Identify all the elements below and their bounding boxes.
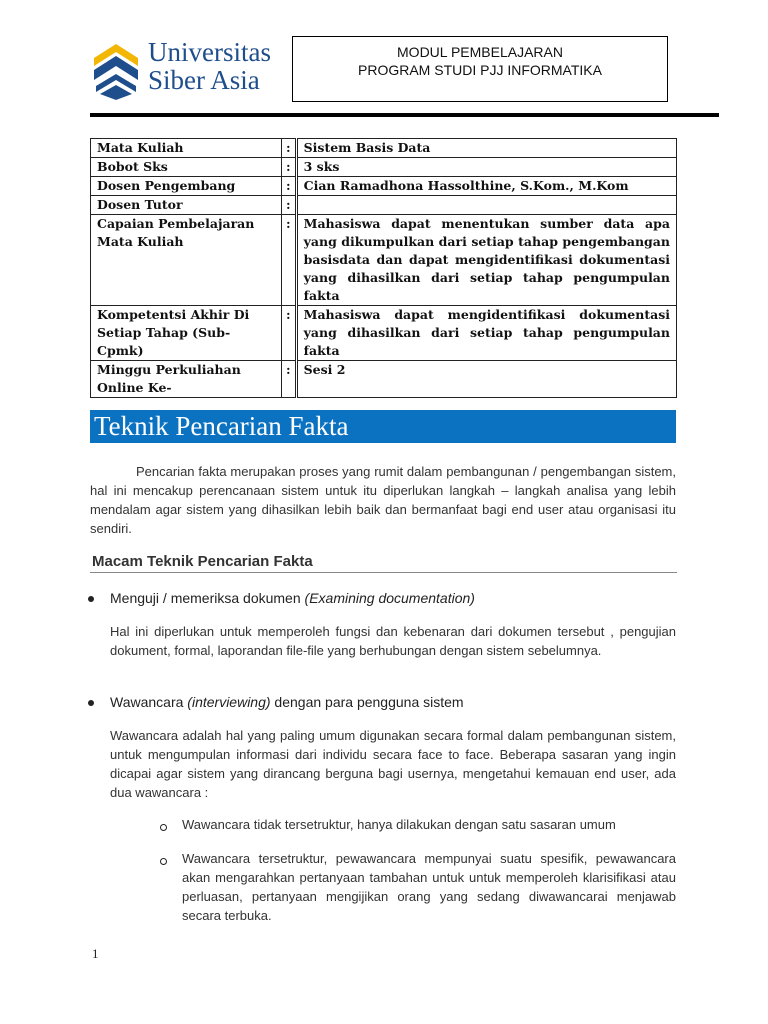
bullet-icon (88, 700, 94, 706)
circle-bullet-icon (160, 824, 167, 831)
subheading-rule (90, 572, 677, 573)
sub-item: Wawancara tidak tersetruktur, hanya dilakukan dengan satu sasaran umum (182, 817, 616, 832)
row-label: Dosen Pengembang (91, 177, 282, 196)
row-separator: : (282, 139, 297, 158)
table-row (91, 158, 677, 177)
row-value: Cian Ramadhona Hassolthine, S.Kom., M.Kom (296, 177, 676, 196)
item-title-text: Wawancara (110, 694, 188, 710)
module-title-line2: PROGRAM STUDI PJJ INFORMATIKA (358, 62, 602, 78)
logo-text-line2: Siber Asia (148, 65, 260, 95)
intro-paragraph: Pencarian fakta merupakan proses yang rumit dalam pembangunan / pengembangan sistem, hal ini mencakup perencanaan sistem untuk itu diperlukan langkah – langkah analisa yang lebih mendalam agar sistem yang dihasilkan lebih baik dan bermanfaat bagi end user atau organisasi itu sendiri. (90, 464, 676, 536)
row-value: Mahasiswa dapat menentukan sumber data apa yang dikumpulkan dari setiap tahap pengembangan basisdata dan dapat mengidentifikasi dokumentasi yang dihasilkan dari setiap tahap pengumpulan fakta (296, 215, 676, 306)
subheading: Macam Teknik Pencarian Fakta (92, 553, 313, 570)
table-row (91, 215, 677, 306)
row-label: Dosen Tutor (91, 196, 282, 215)
module-title-line1: MODUL PEMBELAJARAN (397, 44, 563, 60)
row-value: Sesi 2 (296, 361, 676, 398)
row-label: Bobot Sks (91, 158, 282, 177)
row-separator: : (282, 306, 297, 361)
page-number: 1 (92, 946, 99, 961)
row-label: Minggu Perkuliahan Online Ke- (91, 361, 282, 398)
course-info-table (90, 138, 677, 398)
item-body: Hal ini diperlukan untuk memperoleh fungsi dan kebenaran dari dokumen tersebut , pengujian dokument, formal, laporandan file-file yang berhubungan dengan sistem sebelumnya. (110, 624, 676, 658)
item-title-italic: (Examining documentation) (304, 590, 475, 606)
table-row (91, 139, 677, 158)
module-title-box (292, 36, 668, 102)
row-separator: : (282, 196, 297, 215)
sub-item: Wawancara tersetruktur, pewawancara mempunyai suatu spesifik, pewawancara akan mengarahkan pertanyaan tambahan untuk untuk memperoleh klarisifikasi atau perluasan, pertanyaan mengijikan orang yang sedang diwawancarai menjawab secara terbuka. (182, 851, 676, 923)
header-divider (90, 113, 719, 117)
row-separator: : (282, 215, 297, 306)
item-title (110, 590, 475, 606)
circle-bullet-icon (160, 858, 167, 865)
table-row (91, 361, 677, 398)
item-body: Wawancara adalah hal yang paling umum digunakan secara formal dalam pembangunan sistem, untuk mengumpulan informasi dari individu secara face to face. Beberapa sasaran yang ingin dicapai agar sistem yang dirancang berguna bagi usernya, mengetahui kemauan end user, ada dua wawancara : (110, 728, 676, 800)
section-title: Teknik Pencarian Fakta (90, 410, 676, 443)
logo-text-line1: Universitas (148, 37, 271, 67)
row-label: Capaian Pembelajaran Mata Kuliah (91, 215, 282, 306)
item-title (110, 694, 464, 710)
university-name (148, 38, 271, 94)
table-row (91, 177, 677, 196)
row-separator: : (282, 361, 297, 398)
row-separator: : (282, 177, 297, 196)
row-value: Sistem Basis Data (296, 139, 676, 158)
row-value (296, 196, 676, 215)
row-value: Mahasiswa dapat mengidentifikasi dokumentasi yang dihasilkan dari setiap tahap pengumpulan fakta (296, 306, 676, 361)
row-label: Mata Kuliah (91, 139, 282, 158)
item-title-rest: dengan para pengguna sistem (270, 694, 464, 710)
item-title-text: Menguji / memeriksa dokumen (110, 590, 305, 606)
row-value: 3 sks (296, 158, 676, 177)
item-title-italic: (interviewing) (187, 694, 271, 710)
table-row (91, 306, 677, 361)
bullet-icon (88, 596, 94, 602)
row-label: Kompetentsi Akhir Di Setiap Tahap (Sub-Cpmk) (91, 306, 282, 361)
table-row (91, 196, 677, 215)
row-separator: : (282, 158, 297, 177)
